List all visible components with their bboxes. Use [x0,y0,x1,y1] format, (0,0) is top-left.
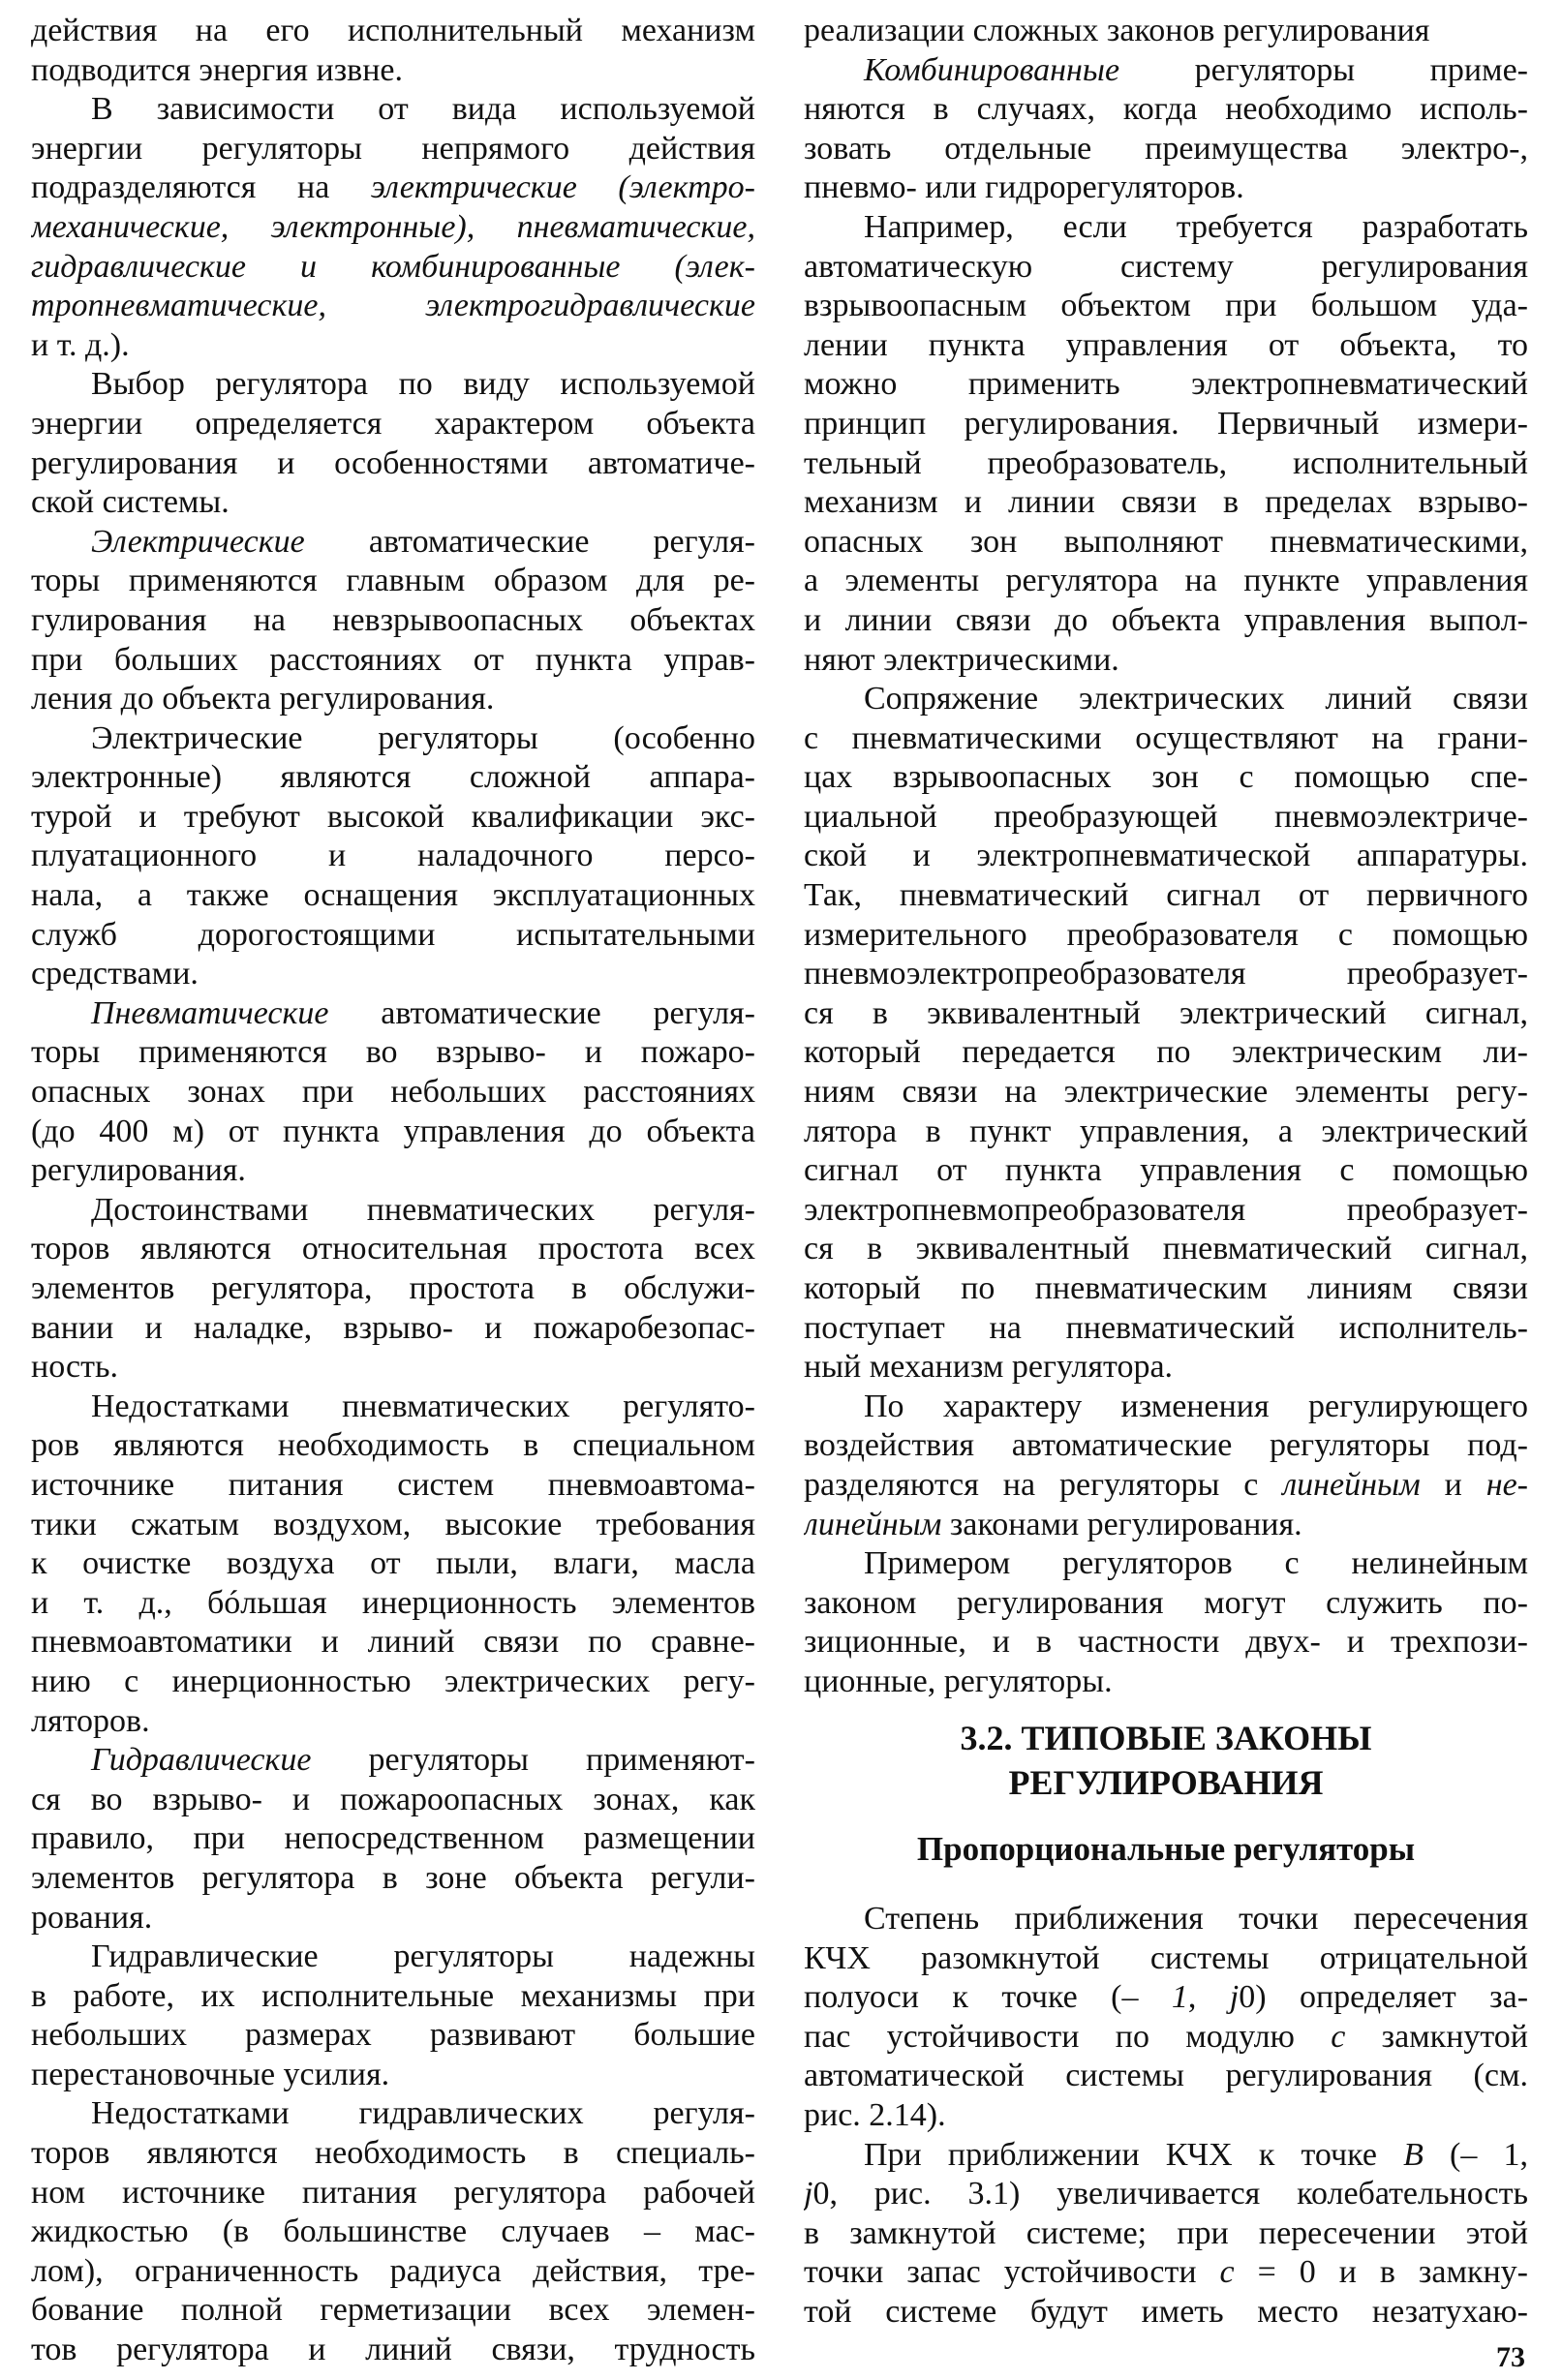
italic-text: 1 [1171,1979,1188,2016]
section-heading-line2: РЕГУЛИРОВАНИЯ [1008,1763,1324,1802]
text-line: Недостатками пневматических регулято- [91,1388,755,1424]
text-line: служб дорогостоящими испытательными [31,916,755,953]
text-line: циальной преобразующей пневмоэлектриче- [804,798,1528,835]
right-column-bottom [804,1900,1528,2333]
text-line: Например, если требуется разработать [864,208,1528,245]
paragraph [804,208,1528,680]
text-line: энергии определяется характером объекта [31,405,755,442]
text-run: 0, рис. 3.1) увеличивается колебательность [812,2176,1528,2212]
text-line [804,51,1528,91]
italic-text: c [1331,2018,1346,2055]
text-line: той системе будут иметь место незатухаю- [804,2293,1528,2330]
text-line: Сопряжение электрических линий связи [864,681,1528,717]
text-line: пневмоавтоматики и линий связи по сравне- [31,1624,755,1661]
text-line: бование полной герметизации всех элемен- [31,2292,755,2329]
italic-text: B [1403,2136,1424,2173]
text-line: ся во взрыво- и пожароопасных зонах, как [31,1781,755,1817]
paragraph [31,1388,755,1741]
paragraph [804,1544,1528,1701]
text-line: ся в эквивалентный пневматический сигнал, [804,1231,1528,1267]
italic-text: Электрические [91,523,305,560]
text-line: регулирования. [31,1152,246,1189]
text-line: нала, а также оснащения эксплуатационных [31,877,755,914]
text-line: к очистке воздуха от пыли, влаги, масла [31,1545,755,1582]
text-line: регулирования и особенностями автоматиче- [31,444,755,481]
text-line: лении пункта управления от объекта, то [804,326,1528,363]
text-line: пневмоэлектропреобразователя преобразует- [804,956,1528,992]
text-line: ской системы. [31,484,230,521]
text-line: средствами. [31,956,199,992]
text-line [804,1466,1528,1506]
paragraph [31,1938,755,2094]
text-run: подразделяются на [31,169,371,206]
text-line: КЧХ разомкнутой системы отрицательной [804,1939,1528,1976]
text-line: законом регулирования могут служить по- [804,1584,1528,1621]
text-line: плуатационного и наладочного персо- [31,838,755,874]
text-run: пас устойчивости по модулю [804,2018,1332,2055]
text-line [804,1506,1528,1545]
text-run: = 0 и в замкну- [1234,2254,1528,2291]
text-run: 0) определяет за- [1239,1979,1528,2016]
italic-text: тропневматические, электрогидравлические [31,288,755,324]
text-run: При приближении КЧХ к точке [864,2136,1404,2173]
italic-text: механические, электронные), пневматические, [31,208,755,245]
text-line: торов являются относительная простота всех [31,1231,755,1267]
text-run: замкнутой [1345,2018,1528,2055]
page-number: 73 [1496,2341,1525,2373]
text-line: поступает на пневматический исполнитель- [804,1309,1528,1346]
paragraph [804,1388,1528,1544]
text-line [804,2175,1528,2214]
italic-text: j [804,2176,813,2212]
text-run: регуляторы применяют- [311,1742,755,1779]
text-line: в работе, их исполнительные механизмы при [31,1977,755,2014]
text-line: цах взрывоопасных зон с помощью спе- [804,759,1528,796]
text-line: перестановочные усилия. [31,2056,390,2092]
text-line: Недостатками гидравлических регуля- [91,2095,755,2132]
text-line: механизм и линии связи в пределах взрыво- [804,484,1528,521]
paragraph [31,1741,755,1938]
text-line: взрывоопасным объектом при большом уда- [804,288,1528,324]
text-line [31,248,755,288]
text-line: (до 400 м) от пункта управления до объекта [31,1113,755,1149]
right-column-top [804,12,1528,1702]
text-run: законами регулирования. [941,1506,1302,1542]
text-line: электронные) являются сложной аппара- [31,759,755,796]
text-line: сигнал от пункта управления с помощью [804,1152,1528,1189]
paragraph [804,51,1528,208]
text-line: источнике питания систем пневмоавтома- [31,1466,755,1503]
paragraph [31,2094,755,2369]
text-line [31,168,755,208]
text-line: действия на его исполнительный механизм [31,13,755,48]
text-line: жидкостью (в большинстве случаев – мас- [31,2213,755,2250]
text-line: с пневматическими осуществляют на грани- [804,719,1528,756]
paragraph [804,680,1528,1388]
text-line: опасных зонах при небольших расстояниях [31,1074,755,1111]
text-line: рис. 2.14). [804,2096,946,2133]
paragraph [31,719,755,994]
text-line: при больших расстояниях от пункта управ- [31,641,755,678]
text-line: ров являются необходимость в специальном [31,1427,755,1464]
text-line: измерительного преобразователя с помощью [804,916,1528,953]
text-line: автоматической системы регулирования (см. [804,2058,1528,2094]
text-line: Так, пневматический сигнал от первичного [804,877,1528,914]
paragraph [31,1191,755,1388]
text-line: рования. [31,1899,153,1936]
text-line: Достоинствами пневматических регуля- [91,1191,755,1228]
text-line: опасных зон выполняют пневматическими, [804,523,1528,560]
italic-text: линейным [804,1506,942,1542]
text-line: турой и требуют высокой квалификации экс- [31,798,755,835]
text-line: который передается по электрическим ли- [804,1034,1528,1071]
text-line: ный механизм регулятора. [804,1349,1174,1386]
text-line: и т. д., бóльшая инерционность элементов [31,1584,755,1621]
text-run: полуоси к точке (– [804,1979,1172,2016]
text-line: и линии связи до объекта управления выпол- [804,601,1528,638]
text-line: ся в эквивалентный электрический сигнал, [804,994,1528,1031]
text-line: ность. [31,1349,118,1386]
text-line: тики сжатым воздухом, высокие требования [31,1506,755,1542]
italic-text: Гидравлические [91,1742,312,1779]
text-line: в замкнутой системе; при пересечении этой [804,2214,1528,2251]
italic-text: электрические (электро- [370,169,755,206]
text-line: ляторов. [31,1702,150,1739]
text-line: Примером регуляторов с нелинейным [864,1545,1528,1582]
text-run: и [1420,1466,1486,1503]
text-line: можно применить электропневматический [804,366,1528,403]
text-line: реализации сложных законов регулирования [804,13,1430,48]
text-run: автоматические регуля- [328,994,755,1031]
text-line [804,1978,1528,2018]
text-line: воздействия автоматические регуляторы под- [804,1427,1528,1464]
text-line: энергии регуляторы непрямого действия [31,130,755,167]
section-heading [804,1716,1528,1805]
text-line: няют электрическими. [804,641,1119,678]
text-line: лятора в пункт управления, а электрический [804,1113,1528,1149]
italic-text: j [1229,1979,1240,2016]
italic-text: Пневматические [91,994,329,1031]
text-line: тельный преобразователь, исполнительный [804,444,1528,481]
text-line [31,208,755,248]
text-line: Выбор регулятора по виду используемой [91,366,755,403]
text-line: и т. д.). [31,326,130,363]
text-line [31,287,755,326]
text-line: пневмо- или гидрорегуляторов. [804,169,1244,206]
italic-text: линейным [1282,1466,1421,1503]
text-line [31,523,755,563]
text-line: По характеру изменения регулирующего [864,1388,1528,1424]
text-line [31,994,755,1034]
text-line: Степень приближения точки пересечения [864,1901,1528,1937]
text-line: правило, при непосредственном размещении [31,1820,755,1857]
text-line: торы применяются главным образом для ре- [31,563,755,599]
text-line: автоматическую систему регулирования [804,248,1528,285]
text-line: электропневмопреобразователя преобразует- [804,1191,1528,1228]
text-line: принцип регулирования. Первичный измери- [804,405,1528,442]
text-line [31,1741,755,1781]
text-line: подводится энергия извне. [31,51,403,88]
paragraph [804,2136,1528,2333]
text-line: ниям связи на электрические элементы регу- [804,1074,1528,1111]
text-line: В зависимости от вида используемой [91,91,755,128]
text-line: зиционные, и в частности двух- и трехпози- [804,1624,1528,1661]
paragraph [31,90,755,365]
text-line: ской и электропневматической аппаратуры. [804,838,1528,874]
italic-text: не- [1485,1466,1528,1503]
text-run: , [1187,1979,1230,2016]
italic-text: Комбинированные [864,51,1120,88]
paragraph [31,523,755,719]
left-column [31,12,755,2370]
paragraph [31,994,755,1191]
text-line: нию с инерционностью электрических регу- [31,1663,755,1699]
subheading: Пропорциональные регуляторы [916,1830,1416,1868]
text-run: автоматические регуля- [304,523,755,560]
text-run: (– 1, [1423,2136,1528,2173]
text-line: торов являются необходимость в специаль- [31,2135,755,2172]
text-line: торы применяются во взрыво- и пожаро- [31,1034,755,1071]
italic-text: гидравлические и комбинированные (элек- [31,248,755,285]
text-line: элементов регулятора, простота в обслужи- [31,1270,755,1306]
paragraph [31,365,755,522]
italic-text: c [1219,2254,1235,2291]
text-line: элементов регулятора в зоне объекта регули- [31,1859,755,1896]
paragraph [804,12,1528,51]
text-run: разделяются на регуляторы с [804,1466,1283,1503]
text-line: тов регулятора и линий связи, трудность [31,2332,755,2368]
section-heading-line1: 3.2. ТИПОВЫЕ ЗАКОНЫ [960,1719,1372,1757]
text-line [804,2136,1528,2176]
text-line: ном источнике питания регулятора рабочей [31,2174,755,2211]
text-line: небольших размерах развивают большие [31,2017,755,2054]
paragraph [804,1900,1528,2136]
text-line: лом), ограниченность радиуса действия, тре- [31,2252,755,2289]
text-line: а элементы регулятора на пункте управления [804,563,1528,599]
text-line: вании и наладке, взрыво- и пожаробезопас- [31,1309,755,1346]
text-line: гулирования на невзрывоопасных объектах [31,601,755,638]
text-line: зовать отдельные преимущества электро-, [804,130,1528,167]
paragraph [31,12,755,90]
text-line [804,2018,1528,2058]
text-line [804,2253,1528,2293]
text-line: няются в случаях, когда необходимо исполь- [804,91,1528,128]
text-run: регуляторы приме- [1119,51,1528,88]
text-line: Гидравлические регуляторы надежны [91,1938,755,1975]
text-line: ционные, регуляторы. [804,1663,1113,1699]
text-run: точки запас устойчивости [804,2254,1220,2291]
text-line: Электрические регуляторы (особенно [91,719,755,756]
text-line: ления до объекта регулирования. [31,681,495,717]
text-line: который по пневматическим линиям связи [804,1270,1528,1306]
